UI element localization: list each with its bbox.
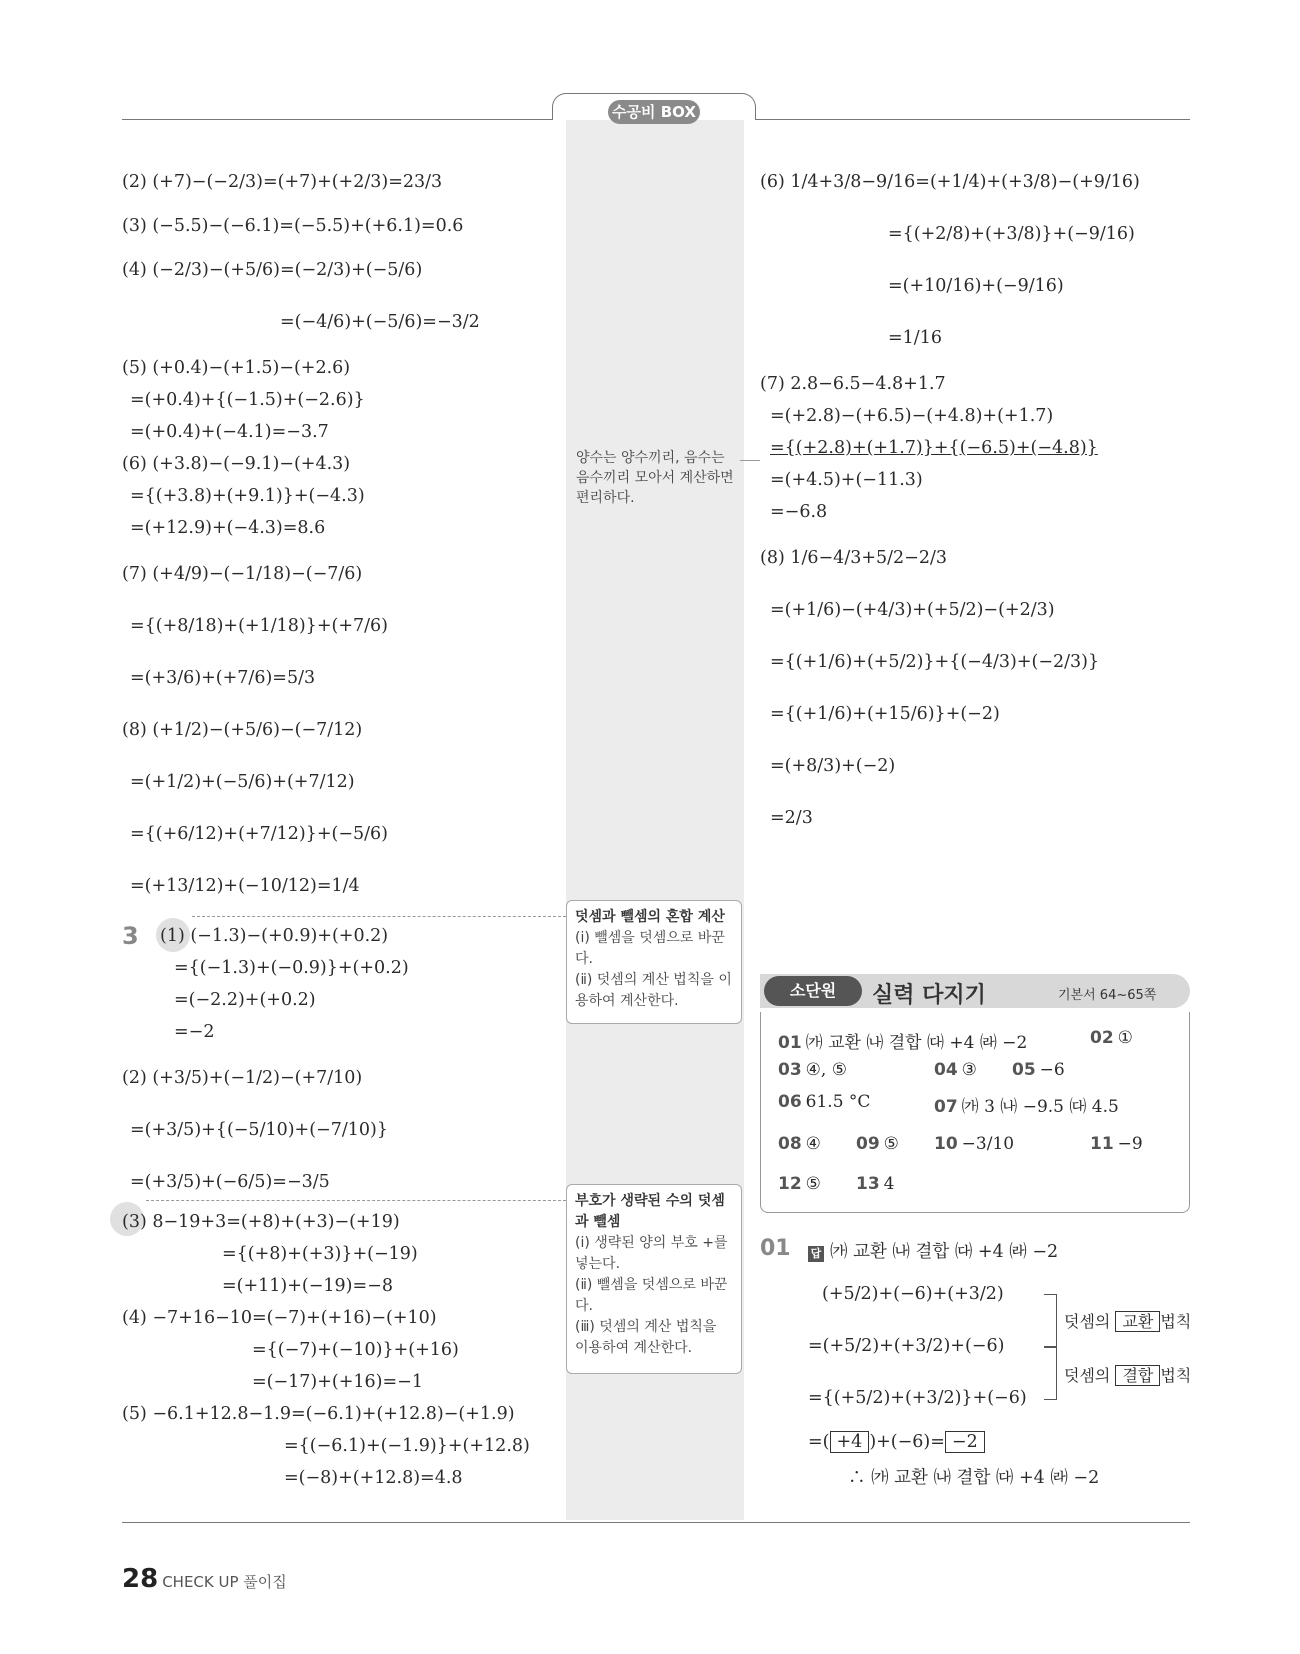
solution-line: =(+3/6)+(+7/6)=5/3 xyxy=(130,668,316,688)
answer-item xyxy=(778,1028,1027,1053)
note-box-title: 부호가 생략된 수의 덧셈과 뺄셈 xyxy=(575,1193,725,1230)
expr-part: )+(−6)= xyxy=(869,1432,945,1452)
solution-line: (1) (−1.3)−(+0.9)+(+0.2) xyxy=(160,926,389,946)
solution-line: =2/3 xyxy=(770,808,813,828)
solution-line: =(−2.2)+(+0.2) xyxy=(174,990,316,1010)
answer-item xyxy=(778,1174,821,1194)
answer-number: 03 xyxy=(778,1060,802,1080)
section-tag: 소단원 xyxy=(764,976,862,1006)
solution-line: (3) 8−19+3=(+8)+(+3)−(+19) xyxy=(122,1212,400,1232)
solution-line: =(+2.8)−(+6.5)−(+4.8)+(+1.7) xyxy=(770,406,1054,426)
solution-line: =(+3/5)+(−6/5)=−3/5 xyxy=(130,1172,330,1192)
leader-line xyxy=(192,916,566,917)
answer-number: 10 xyxy=(934,1134,958,1154)
leader-line xyxy=(740,460,760,461)
law-text: 법칙 xyxy=(1160,1312,1192,1331)
solution-line: =(−4/6)+(−5/6)=−3/2 xyxy=(280,312,480,332)
solution-line: ={(+3.8)+(+9.1)}+(−4.3) xyxy=(130,486,365,506)
solution-line: =(+12.9)+(−4.3)=8.6 xyxy=(130,518,326,538)
solution-line: (8) 1/6−4/3+5/2−2/3 xyxy=(760,548,947,568)
answer-item xyxy=(778,1092,870,1112)
solution-line: =(+1/2)+(−5/6)+(+7/12) xyxy=(130,772,355,792)
answer-value: ① xyxy=(1117,1028,1133,1048)
bottom-rule xyxy=(122,1522,1190,1523)
solution-line: =(−17)+(+16)=−1 xyxy=(252,1372,423,1392)
answer-number: 07 xyxy=(934,1097,958,1117)
note-box-item: (ⅲ) 덧셈의 계산 법칙을 이용하여 계산한다. xyxy=(575,1319,721,1356)
solution-line: =−6.8 xyxy=(770,502,828,522)
solution-line: (3) (−5.5)−(−6.1)=(−5.5)+(+6.1)=0.6 xyxy=(122,216,464,236)
solution-line: =(+0.4)+(−4.1)=−3.7 xyxy=(130,422,329,442)
answer-item xyxy=(934,1134,1014,1154)
solution-line: ={(−7)+(−10)}+(+16) xyxy=(252,1340,459,1360)
law-text: 덧셈의 xyxy=(1064,1312,1116,1331)
answer-item xyxy=(1012,1060,1065,1080)
page-footer xyxy=(122,1564,287,1594)
header-tab-label: 수공비 BOX xyxy=(608,100,700,124)
blank-box: 교환 xyxy=(1115,1311,1160,1332)
answer-value: 61.5 °C xyxy=(805,1092,871,1112)
answer-item xyxy=(778,1134,821,1154)
solution-line: (7) (+4/9)−(−1/18)−(−7/6) xyxy=(122,564,363,584)
top-rule-right xyxy=(754,119,1190,120)
solution-line: ={(+1/6)+(+5/2)}+{(−4/3)+(−2/3)} xyxy=(770,652,1100,672)
answer-item xyxy=(934,1092,1119,1117)
answer-item xyxy=(778,1060,847,1080)
solution-line: =−2 xyxy=(174,1022,215,1042)
law-label xyxy=(1064,1310,1191,1334)
solution-line: ={(−1.3)+(−0.9)}+(+0.2) xyxy=(174,958,409,978)
solution-line: (5) (+0.4)−(+1.5)−(+2.6) xyxy=(122,358,351,378)
answer-value: ④ xyxy=(805,1134,821,1154)
answer-number: 11 xyxy=(1090,1134,1114,1154)
solution-line: =(+11)+(−19)=−8 xyxy=(222,1276,393,1296)
answer-value: ㈎ 교환 ㈏ 결합 ㈐ +4 ㈑ −2 xyxy=(805,1033,1028,1053)
expr-part: =( xyxy=(808,1432,830,1452)
book-label: CHECK UP 풀이집 xyxy=(162,1573,287,1591)
answer-item xyxy=(1090,1028,1133,1048)
note-box-title: 덧셈과 뺄셈의 혼합 계산 xyxy=(575,909,725,925)
answer-number: 09 xyxy=(856,1134,880,1154)
solution-line: (4) (−2/3)−(+5/6)=(−2/3)+(−5/6) xyxy=(122,260,423,280)
law-text: 덧셈의 xyxy=(1064,1366,1116,1385)
solution-head: ㈎ 교환 ㈏ 결합 ㈐ +4 ㈑ −2 xyxy=(830,1242,1059,1262)
answer-value: −3/10 xyxy=(961,1134,1015,1154)
note-box xyxy=(566,1184,742,1374)
solution-line: =(+5/2)+(+3/2)+(−6) xyxy=(808,1336,1005,1356)
answer-number: 13 xyxy=(856,1174,880,1194)
answer-number: 08 xyxy=(778,1134,802,1154)
solution-line: (2) (+3/5)+(−1/2)−(+7/10) xyxy=(122,1068,363,1088)
top-rule-left xyxy=(122,119,552,120)
solution-line: (7) 2.8−6.5−4.8+1.7 xyxy=(760,374,946,394)
solution-line: ={(+6/12)+(+7/12)}+(−5/6) xyxy=(130,824,388,844)
bracket-connector xyxy=(1044,1346,1057,1400)
answer-number: 01 xyxy=(778,1033,802,1053)
law-label xyxy=(1064,1364,1191,1388)
solution-line: (5) −6.1+12.8−1.9=(−6.1)+(+12.8)−(+1.9) xyxy=(122,1404,515,1424)
answer-item xyxy=(934,1060,977,1080)
answer-value: ⑤ xyxy=(805,1174,821,1194)
answer-number: 02 xyxy=(1090,1028,1114,1048)
solution-line: =(−8)+(+12.8)=4.8 xyxy=(284,1468,463,1488)
bracket-connector xyxy=(1044,1294,1057,1348)
answer-value: ⑤ xyxy=(883,1134,899,1154)
answer-value: 4 xyxy=(883,1174,895,1194)
solution-line: =(+4.5)+(−11.3) xyxy=(770,470,923,490)
answer-number: 06 xyxy=(778,1092,802,1112)
law-text: 법칙 xyxy=(1160,1366,1192,1385)
blank-box: 결합 xyxy=(1115,1365,1160,1386)
answer-value: ④, ⑤ xyxy=(805,1060,847,1080)
answer-item xyxy=(1090,1134,1143,1154)
solution-line: (4) −7+16−10=(−7)+(+16)−(+10) xyxy=(122,1308,437,1328)
solution-line: (6) 1/4+3/8−9/16=(+1/4)+(+3/8)−(+9/16) xyxy=(760,172,1140,192)
answer-value: ㈎ 3 ㈏ −9.5 ㈐ 4.5 xyxy=(961,1097,1119,1117)
solution-line: =(+8/3)+(−2) xyxy=(770,756,896,776)
answer-item xyxy=(856,1134,899,1154)
answer-number: 12 xyxy=(778,1174,802,1194)
answer-label xyxy=(808,1240,1058,1264)
solution-line: ={(+1/6)+(+15/6)}+(−2) xyxy=(770,704,1000,724)
answer-value: −9 xyxy=(1117,1134,1143,1154)
note-box-item: (ⅰ) 생략된 양의 부호 +를 넣는다. xyxy=(575,1235,732,1272)
solution-line xyxy=(808,1430,985,1454)
solution-line: =(+1/6)−(+4/3)+(+5/2)−(+2/3) xyxy=(770,600,1055,620)
note-box-item: (ⅱ) 뺄셈을 덧셈으로 바꾼다. xyxy=(575,1277,728,1314)
solution-line: =(+13/12)+(−10/12)=1/4 xyxy=(130,876,360,896)
solution-line: =(+0.4)+{(−1.5)+(−2.6)} xyxy=(130,390,365,410)
solution-line: (+5/2)+(−6)+(+3/2) xyxy=(822,1284,1004,1304)
side-note: 양수는 양수끼리, 음수는 음수끼리 모아서 계산하면 편리하다. xyxy=(576,450,734,506)
solution-line: =(+10/16)+(−9/16) xyxy=(888,276,1064,296)
blank-box: +4 xyxy=(830,1431,870,1453)
solution-line: (2) (+7)−(−2/3)=(+7)+(+2/3)=23/3 xyxy=(122,172,443,192)
solution-line: (6) (+3.8)−(−9.1)−(+4.3) xyxy=(122,454,351,474)
section-reference: 기본서 64~65쪽 xyxy=(1058,988,1157,1003)
answer-item xyxy=(856,1174,895,1194)
solution-conclusion: ∴ ㈎ 교환 ㈏ 결합 ㈐ +4 ㈑ −2 xyxy=(848,1468,1100,1488)
note-box-item: (ⅱ) 덧셈의 계산 법칙을 이용하여 계산한다. xyxy=(575,972,732,1009)
note-box xyxy=(566,900,742,1024)
solution-line: ={(−6.1)+(−1.9)}+(+12.8) xyxy=(284,1436,530,1456)
leader-line xyxy=(146,1200,566,1201)
solution-line: ={(+8/18)+(+1/18)}+(+7/6) xyxy=(130,616,388,636)
solution-line: ={(+8)+(+3)}+(−19) xyxy=(222,1244,418,1264)
solution-line: =1/16 xyxy=(888,328,942,348)
solution-line: ={(+5/2)+(+3/2)}+(−6) xyxy=(808,1388,1027,1408)
answer-value: ③ xyxy=(961,1060,977,1080)
solution-line: ={(+2/8)+(+3/8)}+(−9/16) xyxy=(888,224,1135,244)
solution-line: =(+3/5)+{(−5/10)+(−7/10)} xyxy=(130,1120,388,1140)
answer-number: 04 xyxy=(934,1060,958,1080)
solution-line: (8) (+1/2)−(+5/6)−(−7/12) xyxy=(122,720,363,740)
answer-mark-icon: 답 xyxy=(808,1246,824,1262)
page-number: 28 xyxy=(122,1564,159,1594)
answer-number: 05 xyxy=(1012,1060,1036,1080)
solution-line: ={(+2.8)+(+1.7)}+{(−6.5)+(−4.8)} xyxy=(770,438,1098,458)
question-number: 3 xyxy=(122,922,139,950)
answer-value: −6 xyxy=(1039,1060,1065,1080)
section-title: 실력 다지기 xyxy=(872,983,986,1008)
note-box-item: (ⅰ) 뺄셈을 덧셈으로 바꾼다. xyxy=(575,930,725,967)
blank-box: −2 xyxy=(945,1431,985,1453)
question-number: 01 xyxy=(760,1236,791,1261)
